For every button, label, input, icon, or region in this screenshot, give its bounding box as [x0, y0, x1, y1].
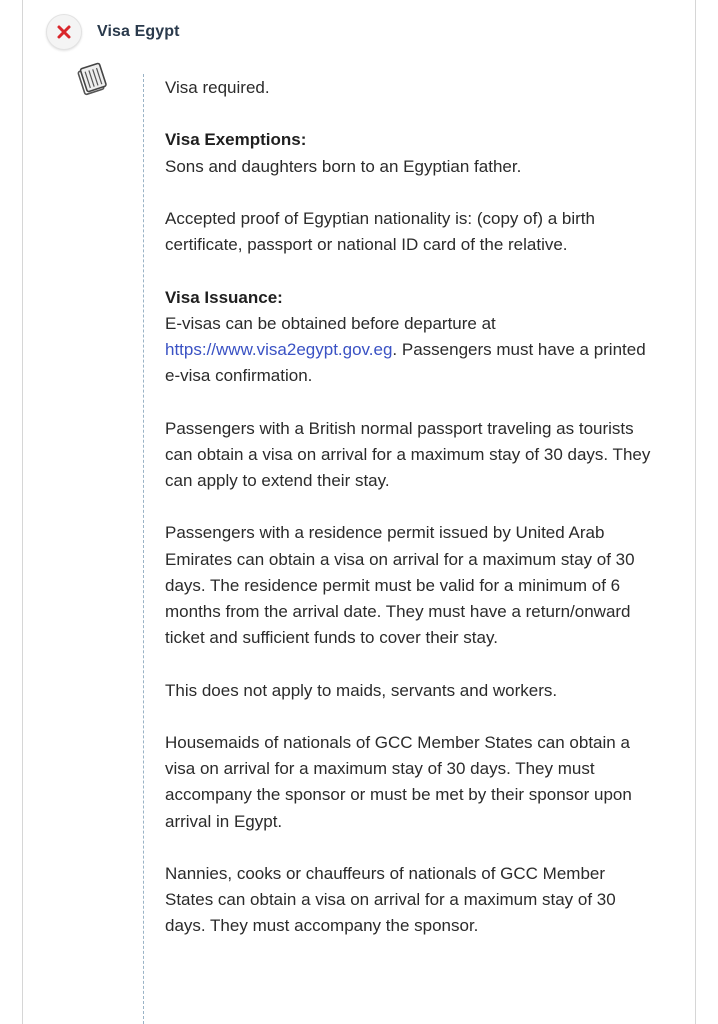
issuance-section [165, 285, 655, 390]
exemption-text: Sons and daughters born to an Egyptian father. [165, 156, 522, 176]
exemptions-heading: Visa Exemptions: [165, 130, 307, 150]
maids-exception-text: This does not apply to maids, servants and workers. [165, 680, 558, 700]
evisa-link[interactable]: https://www.visa2egypt.gov.eg [165, 339, 393, 359]
uae-residence-text: Passengers with a residence permit issued by United Arab Emirates can obtain a visa on arrival for a maximum stay of 30 days. The residence permit must be valid for a minimum of 6 months from the arrival date. They must have a return/onward ticket and sufficient funds to cover their stay. [165, 523, 635, 648]
passport-document-icon [72, 60, 112, 100]
evisa-text-before: E-visas can be obtained before departure at [165, 313, 496, 333]
visa-header[interactable] [46, 13, 180, 51]
evisa-text-after: . Passengers must have a printed e-visa confirmation. [165, 339, 646, 386]
content-divider [143, 74, 144, 1024]
exemptions-section [165, 127, 655, 179]
housemaids-text: Housemaids of nationals of GCC Member States can obtain a visa on arrival for a maximum stay of 30 days. They must accompany the sponsor or must be met by their sponsor upon arrival in Egypt. [165, 732, 632, 831]
british-passport-text: Passengers with a British normal passport traveling as tourists can obtain a visa on arrival for a maximum stay of 30 days. They can apply to extend their stay. [165, 418, 651, 490]
x-icon [56, 24, 72, 40]
nannies-text: Nannies, cooks or chauffeurs of nationals of GCC Member States can obtain a visa on arrival for a maximum stay of 30 days. They must accompany the sponsor. [165, 863, 616, 936]
visa-status-badge [46, 14, 82, 50]
visa-title[interactable]: Visa Egypt [97, 23, 180, 40]
exemption-proof-text: Accepted proof of Egyptian nationality is: (copy of) a birth certificate, passport or national ID card of the relative. [165, 208, 595, 255]
issuance-heading: Visa Issuance: [165, 287, 283, 307]
visa-required-text: Visa required. [165, 78, 270, 97]
visa-content [165, 75, 655, 966]
